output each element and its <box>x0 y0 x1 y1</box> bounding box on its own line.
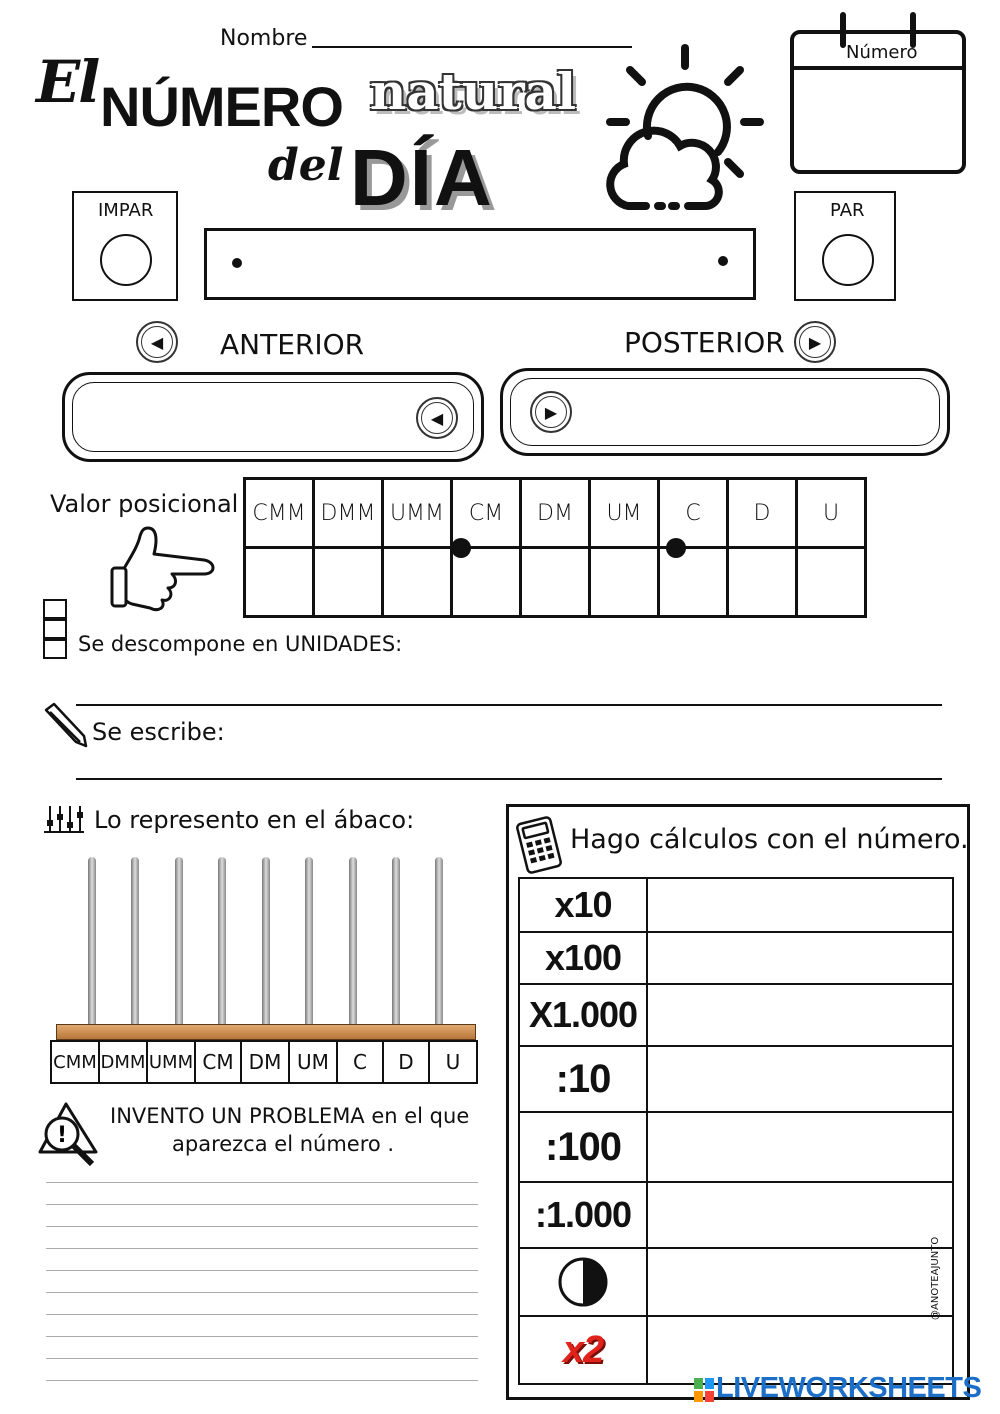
half-circle-icon <box>557 1256 609 1308</box>
place-value-input-row <box>245 548 866 617</box>
calc-op: :100 <box>519 1112 647 1182</box>
problem-line[interactable] <box>46 1248 478 1249</box>
abacus-base <box>56 1024 476 1040</box>
name-input-line[interactable] <box>312 46 632 48</box>
abacus-rod-c[interactable] <box>349 857 357 1029</box>
calc-row <box>519 1182 953 1248</box>
abacus-label: Lo represento en el ábaco: <box>94 806 415 834</box>
pv-header-cmm: CMM <box>245 479 314 548</box>
calc-answer[interactable] <box>647 1182 953 1248</box>
problem-line[interactable] <box>46 1292 478 1293</box>
title-del: del <box>268 140 344 191</box>
calc-op-half <box>519 1248 647 1316</box>
calc-answer[interactable] <box>647 1046 953 1112</box>
problem-line[interactable] <box>46 1336 478 1337</box>
calc-row <box>519 878 953 932</box>
number-card-label: Número <box>846 42 918 63</box>
abacus-col-cm: CM <box>194 1040 242 1084</box>
number-plank[interactable] <box>204 228 756 300</box>
plank-nail-right <box>718 256 728 266</box>
blocks-icon <box>40 596 72 662</box>
thousands-separator-dot <box>451 538 471 558</box>
pv-cell-dmm[interactable] <box>314 548 383 617</box>
odd-label: IMPAR <box>98 200 154 221</box>
previous-arrow-icon: ◀ <box>136 321 178 363</box>
watermark-logo-icon <box>694 1378 714 1402</box>
calculator-icon <box>512 816 566 874</box>
place-value-table <box>243 477 867 618</box>
calc-answer[interactable] <box>647 1112 953 1182</box>
calc-op: x10 <box>519 878 647 932</box>
calc-answer[interactable] <box>647 984 953 1046</box>
abacus-col-u: U <box>428 1040 478 1084</box>
odd-checkbox[interactable] <box>100 234 152 286</box>
abacus-col-dm: DM <box>240 1040 290 1084</box>
calc-op: x100 <box>519 932 647 984</box>
write-label: Se escribe: <box>92 718 225 746</box>
next-frame-arrow-icon: ▶ <box>530 391 572 433</box>
write-line[interactable] <box>76 778 942 780</box>
next-frame-inner <box>510 378 940 446</box>
calendar-header-line <box>792 66 964 70</box>
calc-op: X1.000 <box>519 984 647 1046</box>
even-checkbox[interactable] <box>822 234 874 286</box>
abacus-col-dmm: DMM <box>98 1040 148 1084</box>
pv-cell-u[interactable] <box>797 548 866 617</box>
pv-header-umm: UMM <box>383 479 452 548</box>
pv-cell-umm[interactable] <box>383 548 452 617</box>
watermark-text: LIVEWORKSHEETS <box>716 1372 982 1404</box>
even-label: PAR <box>830 200 865 221</box>
problem-line[interactable] <box>46 1314 478 1315</box>
calc-op: :1.000 <box>519 1182 647 1248</box>
abacus-rod-um[interactable] <box>305 857 313 1029</box>
pv-header-u: U <box>797 479 866 548</box>
pv-header-um: UM <box>590 479 659 548</box>
pv-cell-um[interactable] <box>590 548 659 617</box>
calculations-title: Hago cálculos con el número. <box>570 824 969 855</box>
pv-header-dmm: DMM <box>314 479 383 548</box>
next-arrow-icon: ▶ <box>794 321 836 363</box>
calc-op-double <box>519 1316 647 1384</box>
previous-label: ANTERIOR <box>220 328 365 361</box>
name-label: Nombre <box>220 26 308 51</box>
abacus-rod-dmm[interactable] <box>131 857 139 1029</box>
title-el: El <box>36 48 99 116</box>
abacus-rod-dm[interactable] <box>262 857 270 1029</box>
sun-cloud-icon <box>600 40 770 220</box>
pv-cell-d[interactable] <box>728 548 797 617</box>
abacus-rod-cmm[interactable] <box>88 857 96 1029</box>
calc-row <box>519 1248 953 1316</box>
previous-frame-arrow-icon: ◀ <box>416 397 458 439</box>
warning-magnifier-icon <box>36 1100 104 1170</box>
title-numero: NÚMERO <box>100 75 343 138</box>
pv-cell-c[interactable] <box>659 548 728 617</box>
abacus-icon <box>40 802 88 836</box>
pv-header-cm: CM <box>452 479 521 548</box>
title-natural: natural <box>370 62 576 121</box>
abacus-col-cmm: CMM <box>50 1040 100 1084</box>
calculations-table <box>518 877 954 1385</box>
calc-answer[interactable] <box>647 878 953 932</box>
millions-separator-dot <box>666 538 686 558</box>
svg-text:!: ! <box>56 1123 68 1148</box>
pv-header-d: D <box>728 479 797 548</box>
abacus-rod-d[interactable] <box>392 857 400 1029</box>
problem-line[interactable] <box>46 1226 478 1227</box>
decompose-line[interactable] <box>76 704 942 706</box>
problem-line[interactable] <box>46 1270 478 1271</box>
abacus-col-umm: UMM <box>146 1040 196 1084</box>
problem-line[interactable] <box>46 1182 478 1183</box>
problem-line2: aparezca el número . <box>172 1132 395 1156</box>
abacus-rod-cm[interactable] <box>218 857 226 1029</box>
problem-line1: INVENTO UN PROBLEMA en el que <box>110 1104 470 1128</box>
pencil-icon <box>40 700 88 748</box>
abacus-rod-u[interactable] <box>435 857 443 1029</box>
next-label: POSTERIOR <box>624 326 785 359</box>
problem-line[interactable] <box>46 1358 478 1359</box>
credit-text: @ANOTEAJUNTO <box>930 1236 941 1320</box>
pv-header-dm: DM <box>521 479 590 548</box>
pointing-hand-icon <box>108 524 218 614</box>
place-value-label: Valor posicional <box>50 490 239 518</box>
calc-answer[interactable] <box>647 932 953 984</box>
pv-cell-cmm[interactable] <box>245 548 314 617</box>
decompose-label: Se descompone en UNIDADES: <box>78 632 403 656</box>
abacus-col-um: UM <box>288 1040 338 1084</box>
calc-row <box>519 984 953 1046</box>
calc-op: :10 <box>519 1046 647 1112</box>
problem-line[interactable] <box>46 1380 478 1381</box>
calc-row <box>519 932 953 984</box>
previous-frame-inner <box>72 382 474 452</box>
pv-cell-dm[interactable] <box>521 548 590 617</box>
title-dia: DÍA <box>350 133 494 222</box>
pv-header-c: C <box>659 479 728 548</box>
calc-row <box>519 1046 953 1112</box>
double-x2-label: x2 <box>562 1328 604 1371</box>
abacus-rod-umm[interactable] <box>175 857 183 1029</box>
calc-row <box>519 1112 953 1182</box>
place-value-header-row <box>245 479 866 548</box>
calc-answer[interactable] <box>647 1248 953 1316</box>
abacus-col-d: D <box>382 1040 430 1084</box>
problem-line[interactable] <box>46 1204 478 1205</box>
abacus-col-c: C <box>336 1040 384 1084</box>
plank-nail-left <box>232 258 242 268</box>
